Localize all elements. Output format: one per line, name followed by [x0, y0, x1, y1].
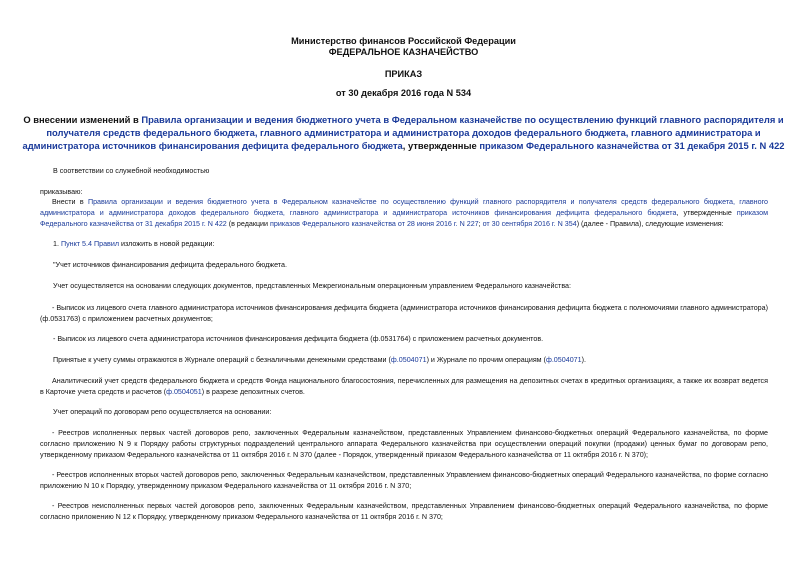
title-order-link[interactable]: приказом Федерального казначейства от 31 декабря 2015 г. N 422: [479, 140, 785, 151]
accept-end: ).: [581, 356, 586, 364]
title-middle: , утвержденные: [402, 140, 480, 151]
p1-mid2: (в редакции: [226, 220, 271, 229]
p1-end: ) (далее - Правила), следующие изменения:: [576, 220, 724, 229]
document-title: [22, 113, 785, 152]
ministry-name: Министерство финансов Российской Федерации: [291, 36, 516, 46]
analytic-link[interactable]: ф.0504051: [166, 388, 202, 397]
orders-text: приказываю:: [40, 188, 83, 196]
accept-start: Принятые к учету суммы отражаются в Журнале операций с безналичными денежными средствами (: [53, 356, 391, 364]
item1-number: 1.: [53, 240, 61, 248]
repo-basis: Учет операций по договорам репо осуществляется на основании:: [53, 408, 272, 416]
analytic-paragraph: [40, 376, 768, 398]
p1-order-link[interactable]: приказом Федерального казначейства от 31 декабря 2015 г. N 422: [40, 209, 768, 229]
repo-item-3: - Реестров неисполненных первых частей договоров репо, заключенных Федеральным казначейством, представленных Управлением финансово-бюджетных операций Федерального казначейства, по форме согласно приложению N 12 к Порядку, утвержденному приказом Федерального казначейства от 11 октября 2016 г. N 370;: [40, 502, 768, 522]
quote-start: "Учет источников финансирования дефицита федерального бюджета.: [53, 261, 287, 269]
accept-paragraph: [53, 355, 781, 366]
repo-item-1: - Реестров исполненных первых частей договоров репо, заключенных Федеральным казначейством, представленных Управлением финансово-бюджетных операций Федерального казначейства, по форме согласно приложению N 9 к Порядку работы структурных подразделений центрального аппарата Федерального казначейства при осуществлении операций покупки (продажи) ценных бумаг по договорам репо, утвержденному приказом Федерального казначейства от 11 октября 2016 г. N 370 (далее - Порядок, утвержденный приказом Федерального казначейства от 11 октября 2016 г. N 370);: [40, 429, 768, 460]
p1-rules-link[interactable]: Правила организации и ведения бюджетного учета в Федеральном казначействе по осуществлению функций главного распорядителя и получателя средств федерального бюджета, главного администратора и администратора доходов федерального бюджета, главного администратора и администратора источников финансирования дефицита федерального бюджета: [40, 198, 768, 218]
p1-start: Внести в: [52, 198, 88, 206]
accept-link-2[interactable]: ф.0504071: [545, 356, 582, 364]
item1-link[interactable]: Пункт 5.4 Правил: [60, 240, 119, 248]
item1-text: изложить в новой редакции:: [119, 240, 215, 248]
document-date-number: от 30 декабря 2016 года N 534: [335, 88, 472, 98]
document-type: ПРИКАЗ: [384, 69, 423, 79]
p1-mid1: , утвержденные: [676, 209, 737, 218]
title-rules-link[interactable]: Правила организации и ведения бюджетного учета в Федеральном казначействе по осуществлению функций главного распорядителя и получателя средств федерального бюджета, главного администратора и администратора доходов федерального бюджета, главного администратора и администратора источников финансирования дефицита федерального бюджета: [22, 114, 784, 151]
analytic-end: ) в разрезе депозитных счетов.: [201, 388, 305, 397]
p1-mid3: ;: [478, 220, 483, 229]
agency-name: ФЕДЕРАЛЬНОЕ КАЗНАЧЕЙСТВО: [328, 47, 479, 57]
title-prefix: О внесении изменений в: [23, 114, 142, 125]
accept-mid: ) и Журнале по прочим операциям (: [426, 356, 546, 364]
basis-text: В соответствии со служебной необходимостью: [53, 167, 210, 175]
p1-orders-link-1[interactable]: приказов Федерального казначейства от 28 июня 2016 г. N 227: [270, 220, 479, 229]
analytic-start: Аналитический учет средств федерального бюджета и средств Фонда национального благосостояния, перечисленных для размещения на депозитных счетах в кредитных организациях, а также их возврат ведется в Карточке учета средств и расчетов (: [40, 377, 768, 397]
p1-orders-link-2[interactable]: от 30 сентября 2016 г. N 354: [482, 220, 577, 229]
document-item-2: - Выписок из лицевого счета администратора источников финансирования дефицита бюджета (ф.0531764) с приложением расчетных документов.: [53, 335, 544, 343]
paragraph-changes: [40, 197, 768, 231]
document-item-1: - Выписок из лицевого счета главного администратора источников финансирования дефицита бюджета (администратора источников финансирования дефицита бюджета с полномочиями главного администратора) (ф.0531763) с приложением расчетных документов;: [40, 304, 768, 324]
accept-link-1[interactable]: ф.0504071: [390, 356, 427, 364]
basis-documents: Учет осуществляется на основании следующих документов, представленных Межрегиональным операционным управлением Федерального казначейства:: [53, 282, 571, 290]
repo-item-2: - Реестров исполненных вторых частей договоров репо, заключенных Федеральным казначейством, представленных Управлением финансово-бюджетных операций Федерального казначейства, по форме согласно приложению N 10 к Порядку, утвержденному приказом Федерального казначейства от 11 октября 2016 г. N 370;: [40, 471, 768, 491]
item-1: [53, 239, 781, 250]
